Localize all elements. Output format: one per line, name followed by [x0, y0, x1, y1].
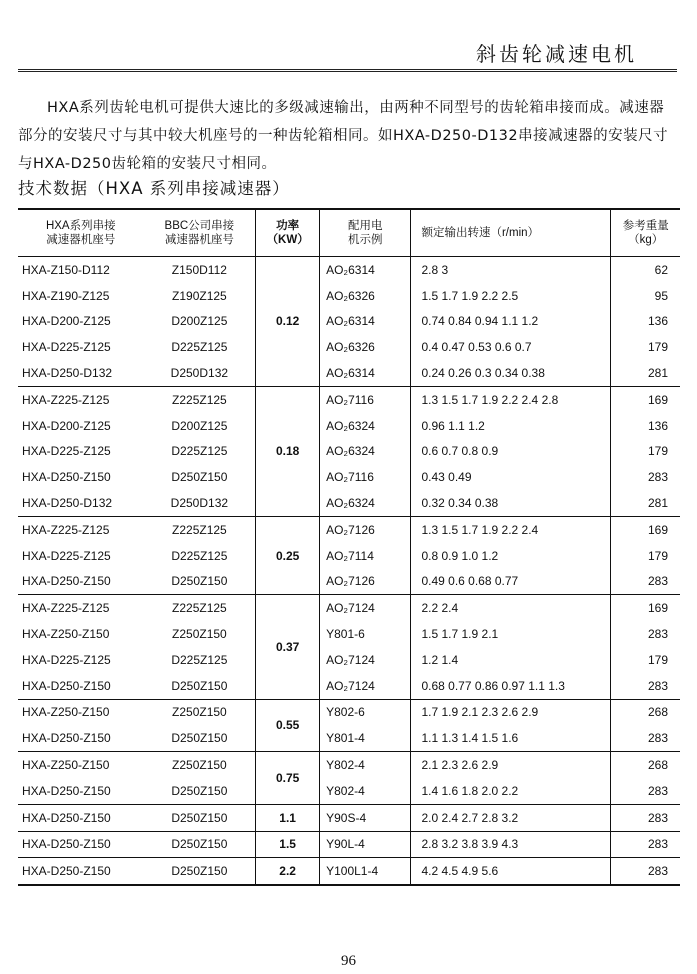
- bbc-model-cell: Z225Z125: [144, 595, 256, 621]
- table-row: [18, 309, 680, 335]
- weight-cell: 179: [647, 444, 668, 459]
- bbc-model-cell: D250D132: [170, 496, 229, 511]
- speed-cell: 0.6 0.7 0.8 0.9: [411, 439, 611, 465]
- motor-cell: Y90L-4: [320, 831, 411, 858]
- weight-cell: 136: [647, 418, 668, 433]
- hxa-model-cell: HXA-Z225-Z125: [18, 386, 144, 412]
- table-row: [18, 858, 680, 885]
- speed-cell: 0.68 0.77 0.86 0.97 1.1 1.3: [411, 673, 611, 699]
- header-weight: 参考重量 （kg）: [611, 209, 680, 257]
- bbc-model-cell: Z225Z125: [144, 386, 256, 412]
- motor-cell: Y801-6: [326, 627, 365, 642]
- speed-cell: 2.1 2.3 2.6 2.9: [411, 752, 611, 778]
- speed-cell: 1.5 1.7 1.9 2.1: [411, 621, 611, 647]
- table-row: [18, 595, 680, 621]
- weight-cell: 179: [647, 652, 668, 667]
- motor-cell: Y802-6: [320, 699, 411, 725]
- table-row: [18, 439, 680, 465]
- hxa-model-cell: HXA-Z190-Z125: [22, 288, 110, 303]
- hxa-model-cell: HXA-D250-D132: [22, 496, 113, 511]
- bbc-model-cell: D250Z150: [171, 678, 228, 693]
- bbc-model-cell: Z150D112: [144, 257, 256, 283]
- table-row: [18, 543, 680, 569]
- intro-paragraph: [18, 94, 678, 178]
- motor-cell: AO₂7124: [326, 652, 375, 667]
- bbc-model-cell: D250D132: [170, 366, 229, 381]
- hxa-model-cell: HXA-Z250-Z150: [18, 699, 144, 725]
- speed-cell: 2.0 2.4 2.7 2.8 3.2: [411, 804, 611, 831]
- speed-cell: 0.49 0.6 0.68 0.77: [411, 569, 611, 595]
- motor-cell: Y802-4: [326, 783, 365, 798]
- motor-cell: AO₂6324: [326, 418, 375, 433]
- weight-cell: 281: [647, 496, 668, 511]
- table-row: [18, 673, 680, 699]
- bbc-model-cell: D250Z150: [171, 783, 228, 798]
- table-row: [18, 699, 680, 725]
- table-row: [18, 621, 680, 647]
- header-title: 斜齿轮减速电机: [476, 42, 637, 66]
- page-header: [18, 34, 677, 72]
- motor-cell: AO₂6324: [326, 444, 375, 459]
- weight-cell: 179: [647, 340, 668, 355]
- table-row: [18, 569, 680, 595]
- speed-cell: 2.8 3: [411, 257, 611, 283]
- bbc-model-cell: D200Z125: [171, 314, 228, 329]
- motor-cell: AO₂7116: [320, 386, 411, 412]
- speed-cell: 1.3 1.5 1.7 1.9 2.2 2.4: [411, 516, 611, 542]
- hxa-model-cell: HXA-D250-Z150: [18, 831, 144, 858]
- speed-cell: 0.96 1.1 1.2: [411, 413, 611, 439]
- table-body: [18, 257, 680, 886]
- weight-cell: 283: [647, 470, 668, 485]
- motor-cell: Y100L1-4: [320, 858, 411, 885]
- weight-cell: 283: [647, 731, 668, 746]
- motor-cell: AO₂6326: [326, 340, 375, 355]
- motor-cell: Y801-4: [326, 731, 365, 746]
- weight-cell: 179: [647, 548, 668, 563]
- motor-cell: AO₂6314: [326, 366, 375, 381]
- weight-cell: 283: [647, 783, 668, 798]
- motor-cell: AO₂7116: [326, 470, 374, 485]
- table-row: [18, 804, 680, 831]
- power-cell: 0.25: [256, 516, 320, 594]
- table-row: [18, 334, 680, 360]
- speed-cell: 4.2 4.5 4.9 5.6: [411, 858, 611, 885]
- hxa-model-cell: HXA-D250-Z150: [22, 731, 111, 746]
- speed-cell: 1.2 1.4: [411, 647, 611, 673]
- power-cell: 0.55: [256, 699, 320, 752]
- header-hxa-model: HXA系列串接 减速器机座号: [18, 209, 144, 257]
- weight-cell: 283: [611, 831, 680, 858]
- speed-cell: 0.8 0.9 1.0 1.2: [411, 543, 611, 569]
- weight-cell: 281: [647, 366, 668, 381]
- header-motor: 配用电 机示例: [320, 209, 411, 257]
- table-row: [18, 778, 680, 804]
- weight-cell: 283: [647, 627, 668, 642]
- table-row: [18, 464, 680, 490]
- weight-cell: 283: [611, 858, 680, 885]
- bbc-model-cell: Z250Z150: [144, 752, 256, 778]
- weight-cell: 283: [611, 804, 680, 831]
- motor-cell: AO₂7124: [326, 678, 375, 693]
- bbc-model-cell: D250Z150: [171, 470, 228, 485]
- weight-cell: 169: [611, 516, 680, 542]
- table-header-row: [18, 209, 680, 257]
- speed-cell: 1.7 1.9 2.1 2.3 2.6 2.9: [411, 699, 611, 725]
- speed-cell: 1.5 1.7 1.9 2.2 2.5: [411, 283, 611, 309]
- hxa-model-cell: HXA-D250-D132: [22, 366, 113, 381]
- bbc-model-cell: D250Z150: [144, 858, 256, 885]
- power-cell: 2.2: [256, 858, 320, 885]
- motor-cell: Y802-4: [320, 752, 411, 778]
- bbc-model-cell: Z190Z125: [172, 288, 227, 303]
- motor-cell: Y90S-4: [320, 804, 411, 831]
- motor-cell: AO₂7114: [326, 548, 374, 563]
- hxa-model-cell: HXA-D200-Z125: [22, 314, 111, 329]
- motor-cell: AO₂6314: [326, 314, 375, 329]
- motor-cell: AO₂7126: [326, 574, 375, 589]
- bbc-model-cell: D250Z150: [171, 574, 228, 589]
- table-row: [18, 725, 680, 751]
- speed-cell: 0.32 0.34 0.38: [411, 490, 611, 516]
- header-power: 功率 （KW）: [256, 209, 320, 257]
- table-row: [18, 647, 680, 673]
- power-cell: 0.37: [256, 595, 320, 699]
- bbc-model-cell: Z225Z125: [144, 516, 256, 542]
- bbc-model-cell: D225Z125: [171, 548, 228, 563]
- bbc-model-cell: D250Z150: [144, 831, 256, 858]
- bbc-model-cell: Z250Z150: [144, 699, 256, 725]
- power-cell: 0.12: [256, 257, 320, 387]
- hxa-model-cell: HXA-D250-Z150: [22, 678, 111, 693]
- table-row: [18, 752, 680, 778]
- hxa-model-cell: HXA-D200-Z125: [22, 418, 111, 433]
- speed-cell: 2.2 2.4: [411, 595, 611, 621]
- bbc-model-cell: D225Z125: [171, 340, 228, 355]
- hxa-model-cell: HXA-Z150-D112: [18, 257, 144, 283]
- speed-cell: 1.3 1.5 1.7 1.9 2.2 2.4 2.8: [411, 386, 611, 412]
- speed-cell: 0.24 0.26 0.3 0.34 0.38: [411, 360, 611, 386]
- table-header: [18, 209, 680, 257]
- power-cell: 1.1: [256, 804, 320, 831]
- motor-cell: AO₂6314: [320, 257, 411, 283]
- section-title: 技术数据（HXA 系列串接减速器）: [18, 179, 290, 198]
- intro-text: HXA系列齿轮电机可提供大速比的多级减速输出，由两种不同型号的齿轮箱串接而成。减速器部分的安装尺寸与其中较大机座号的一种齿轮箱相同。如HXA-D250-D132串接减速器的安装尺寸与HXA-D250齿轮箱的安装尺寸相同。: [18, 100, 669, 172]
- hxa-model-cell: HXA-D225-Z125: [22, 652, 111, 667]
- hxa-model-cell: HXA-D250-Z150: [18, 804, 144, 831]
- bbc-model-cell: D225Z125: [171, 652, 228, 667]
- hxa-model-cell: HXA-D225-Z125: [22, 548, 111, 563]
- weight-cell: 169: [611, 595, 680, 621]
- speed-cell: 0.4 0.47 0.53 0.6 0.7: [411, 334, 611, 360]
- weight-cell: 283: [647, 678, 668, 693]
- power-cell: 0.18: [256, 386, 320, 516]
- table-row: [18, 831, 680, 858]
- weight-cell: 283: [647, 574, 668, 589]
- hxa-model-cell: HXA-Z225-Z125: [18, 516, 144, 542]
- power-cell: 0.75: [256, 752, 320, 805]
- bbc-model-cell: D250Z150: [171, 731, 228, 746]
- table-row: [18, 283, 680, 309]
- hxa-model-cell: HXA-D250-Z150: [22, 574, 111, 589]
- hxa-model-cell: HXA-D250-Z150: [18, 858, 144, 885]
- bbc-model-cell: D200Z125: [171, 418, 228, 433]
- speed-cell: 2.8 3.2 3.8 3.9 4.3: [411, 831, 611, 858]
- hxa-model-cell: HXA-Z250-Z150: [18, 752, 144, 778]
- hxa-model-cell: HXA-Z225-Z125: [18, 595, 144, 621]
- weight-cell: 268: [611, 752, 680, 778]
- weight-cell: 95: [654, 288, 668, 303]
- motor-cell: AO₂7126: [320, 516, 411, 542]
- speed-cell: 1.1 1.3 1.4 1.5 1.6: [411, 725, 611, 751]
- power-cell: 1.5: [256, 831, 320, 858]
- table-row: [18, 413, 680, 439]
- page-number: 96: [341, 953, 356, 969]
- weight-cell: 136: [647, 314, 668, 329]
- hxa-model-cell: HXA-D250-Z150: [22, 470, 111, 485]
- bbc-model-cell: D225Z125: [171, 444, 228, 459]
- hxa-model-cell: HXA-D225-Z125: [22, 444, 111, 459]
- table-row: [18, 386, 680, 412]
- speed-cell: 0.43 0.49: [411, 464, 611, 490]
- motor-cell: AO₂6326: [326, 288, 375, 303]
- motor-cell: AO₂7124: [320, 595, 411, 621]
- table-row: [18, 360, 680, 386]
- motor-cell: AO₂6324: [326, 496, 375, 511]
- header-speed: 额定输出转速（r/min）: [411, 209, 611, 257]
- speed-cell: 1.4 1.6 1.8 2.0 2.2: [411, 778, 611, 804]
- header-rule: [18, 69, 677, 72]
- table-row: [18, 516, 680, 542]
- weight-cell: 62: [611, 257, 680, 283]
- weight-cell: 268: [611, 699, 680, 725]
- header-bbc-model: BBC公司串接 减速器机座号: [144, 209, 256, 257]
- table-row: [18, 490, 680, 516]
- hxa-model-cell: HXA-Z250-Z150: [22, 627, 110, 642]
- table-row: [18, 257, 680, 283]
- weight-cell: 169: [611, 386, 680, 412]
- hxa-model-cell: HXA-D225-Z125: [22, 340, 111, 355]
- spec-table: [18, 208, 680, 886]
- speed-cell: 0.74 0.84 0.94 1.1 1.2: [411, 309, 611, 335]
- bbc-model-cell: D250Z150: [144, 804, 256, 831]
- hxa-model-cell: HXA-D250-Z150: [22, 783, 111, 798]
- bbc-model-cell: Z250Z150: [172, 627, 227, 642]
